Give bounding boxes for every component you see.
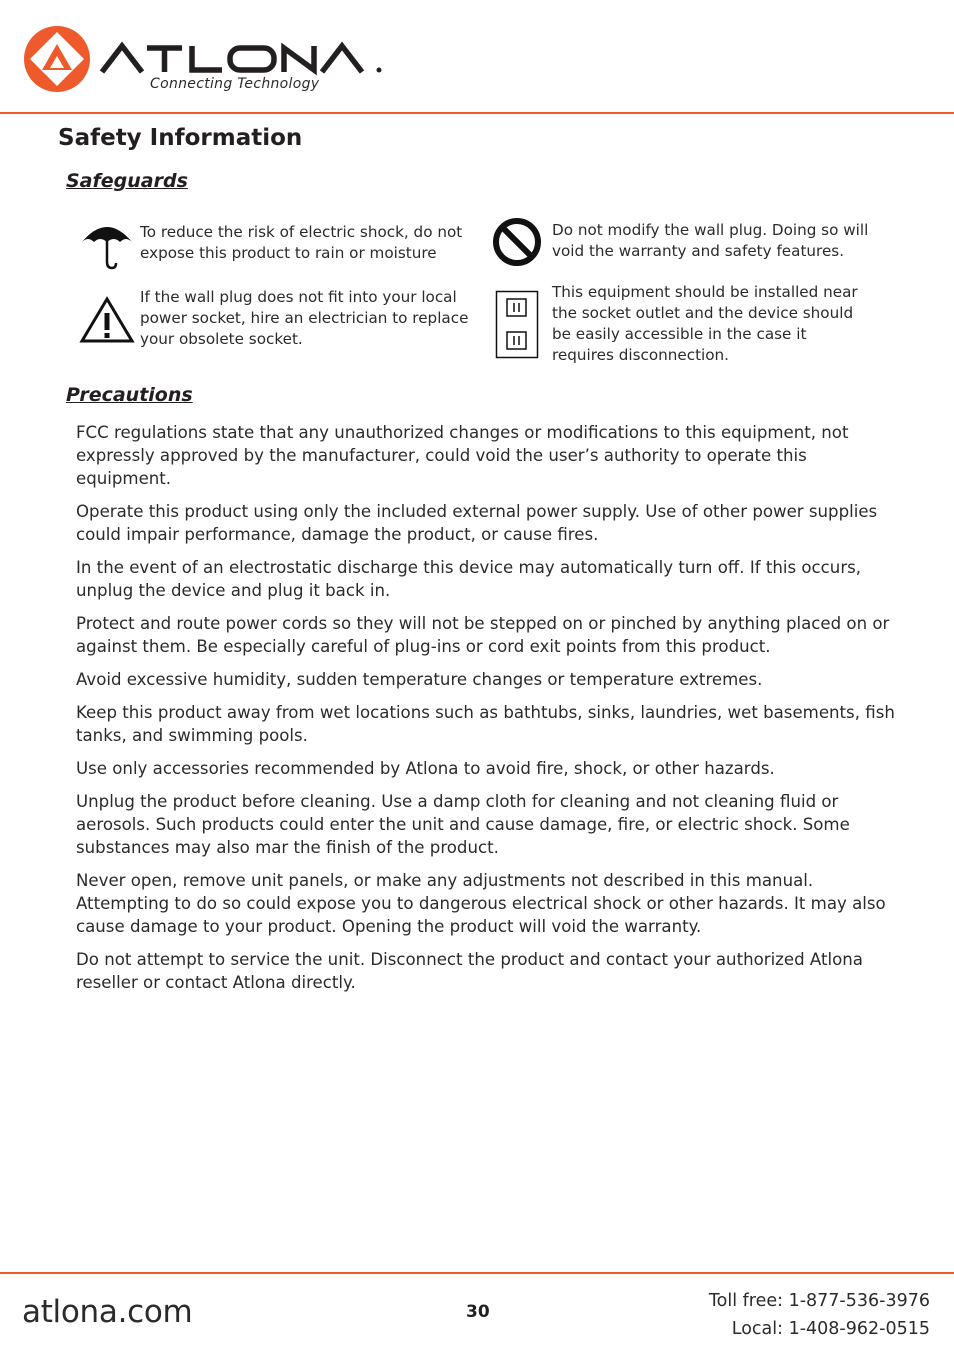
safeguards-heading: Safeguards: [66, 170, 188, 192]
warning-triangle-icon: [79, 296, 135, 344]
precaution-paragraph: Operate this product using only the included external power supply. Use of other power supplies could impair performance, damage the product, or cause fires.: [76, 502, 878, 544]
safeguard-text-outlet: This equipment should be installed near the socket outlet and the device should be easily accessible in the case it requires disconnection.: [552, 283, 858, 364]
precaution-paragraph: In the event of an electrostatic discharge this device may automatically turn off. If this occurs, unplug the device and plug it back in.: [76, 558, 862, 600]
precaution-paragraph: Unplug the product before cleaning. Use a damp cloth for cleaning and not cleaning fluid or aerosols. Such products could enter the unit and cause damage, fire, or electric shock. Some substances may also mar the finish of the product.: [76, 792, 850, 857]
precaution-paragraph: Use only accessories recommended by Atlona to avoid fire, shock, or other hazards.: [76, 759, 775, 778]
safeguard-text-wall-plug: Do not modify the wall plug. Doing so will void the warranty and safety features.: [552, 221, 869, 260]
toll-free-number: Toll free: 1-877-536-3976: [708, 1291, 930, 1311]
footer-divider: [0, 1272, 954, 1274]
local-number: Local: 1-408-962-0515: [731, 1319, 930, 1339]
safeguard-text-socket: If the wall plug does not fit into your local power socket, hire an electrician to replace your obsolete socket.: [140, 288, 469, 348]
precaution-paragraph: Avoid excessive humidity, sudden temperature changes or temperature extremes.: [76, 670, 763, 689]
page-number: 30: [466, 1302, 490, 1322]
no-symbol-icon: [492, 215, 542, 269]
precaution-paragraph: FCC regulations state that any unauthorized changes or modifications to this equipment, not expressly approved by the manufacturer, could void the user’s authority to operate this equipment.: [76, 423, 849, 488]
precaution-paragraph: Never open, remove unit panels, or make any adjustments not described in this manual. Attempting to do so could expose you to dangerous electrical shock or other hazards. It may also cause damage to your product. Opening the product will void the warranty.: [76, 871, 886, 936]
precautions-list: [76, 421, 906, 1004]
precaution-paragraph: Protect and route power cords so they will not be stepped on or pinched by anything placed on or against them. Be especially careful of plug-ins or cord exit points from this product.: [76, 614, 890, 656]
wall-outlet-icon: [495, 290, 539, 360]
contact-info: [709, 1287, 930, 1343]
precaution-paragraph: Keep this product away from wet locations such as bathtubs, sinks, laundries, wet basements, fish tanks, and swimming pools.: [76, 703, 895, 745]
precaution-paragraph: Do not attempt to service the unit. Disconnect the product and contact your authorized Atlona reseller or contact Atlona directly.: [76, 950, 863, 992]
umbrella-icon: [80, 218, 134, 270]
brand-tagline: Connecting Technology: [150, 76, 320, 92]
precautions-heading: Precautions: [66, 384, 193, 406]
safeguard-text-rain: To reduce the risk of electric shock, do not expose this product to rain or moisture: [140, 223, 463, 262]
website-link[interactable]: atlona.com: [22, 1294, 193, 1330]
page-title: Safety Information: [58, 125, 303, 151]
header-divider: [0, 112, 954, 114]
